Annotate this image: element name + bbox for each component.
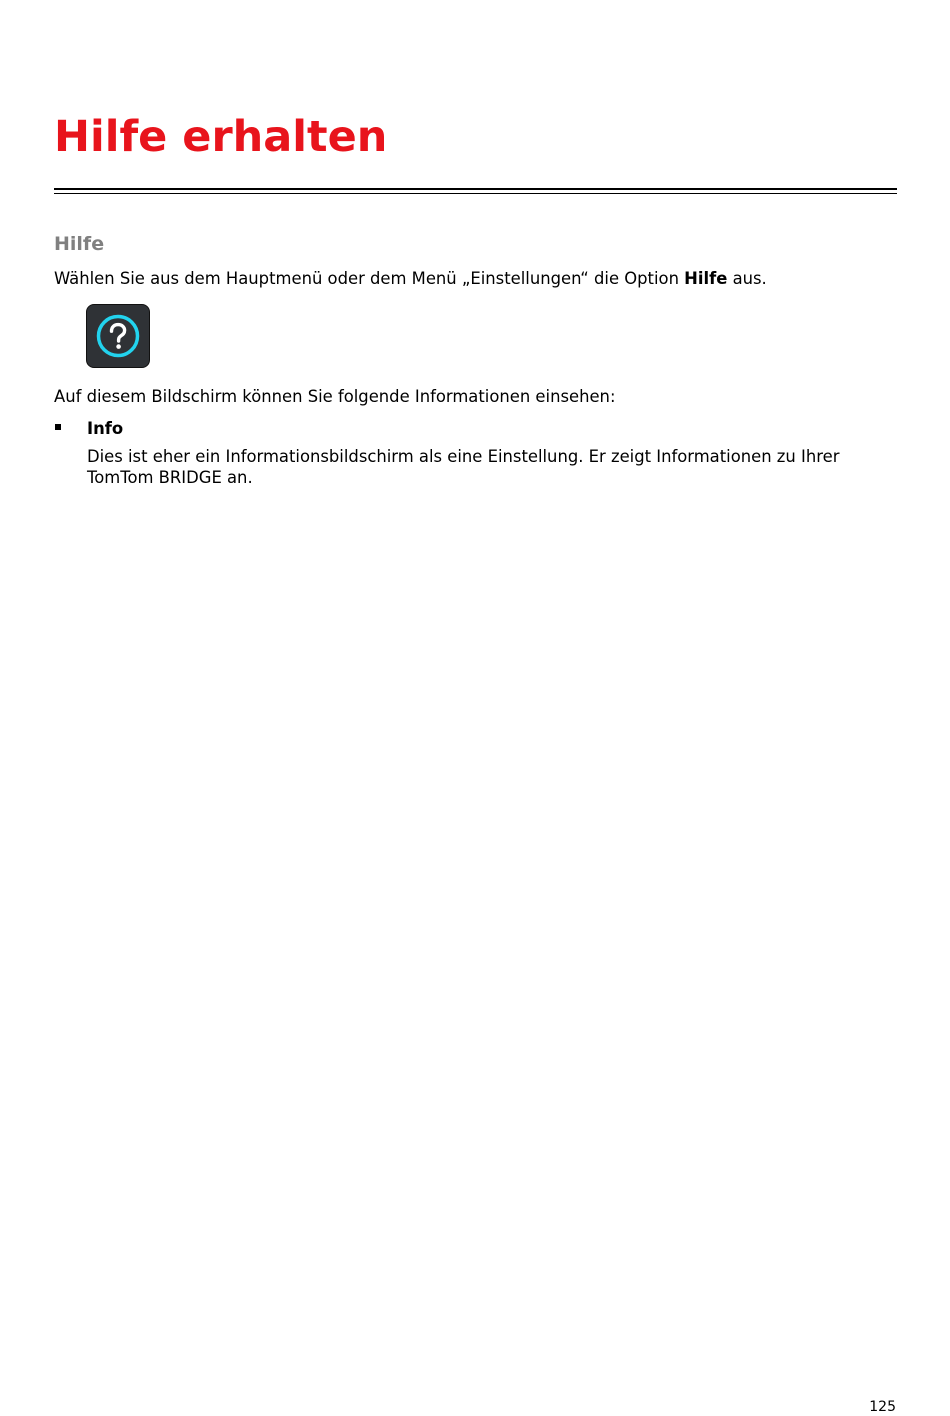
list-item-description: Dies ist eher ein Informationsbildschirm als eine Einstellung. Er zeigt Informationen zu Ihrer TomTom BRIDGE an. bbox=[87, 447, 840, 487]
intro-paragraph bbox=[54, 268, 767, 289]
list-intro: Auf diesem Bildschirm können Sie folgende Informationen einsehen: bbox=[54, 387, 616, 406]
section-heading: Hilfe bbox=[54, 233, 105, 255]
help-question-icon bbox=[95, 313, 141, 359]
help-button-icon bbox=[86, 304, 150, 368]
intro-option-name: Hilfe bbox=[684, 269, 728, 288]
intro-text-after: aus. bbox=[727, 269, 767, 288]
page-title: Hilfe erhalten bbox=[54, 112, 388, 162]
title-divider bbox=[54, 188, 897, 194]
intro-text-before: Wählen Sie aus dem Hauptmenü oder dem Menü „Einstellungen“ die Option bbox=[54, 269, 685, 288]
bullet-marker bbox=[55, 424, 61, 430]
page-number: 125 bbox=[869, 1399, 896, 1415]
list-item-title: Info bbox=[87, 419, 124, 438]
